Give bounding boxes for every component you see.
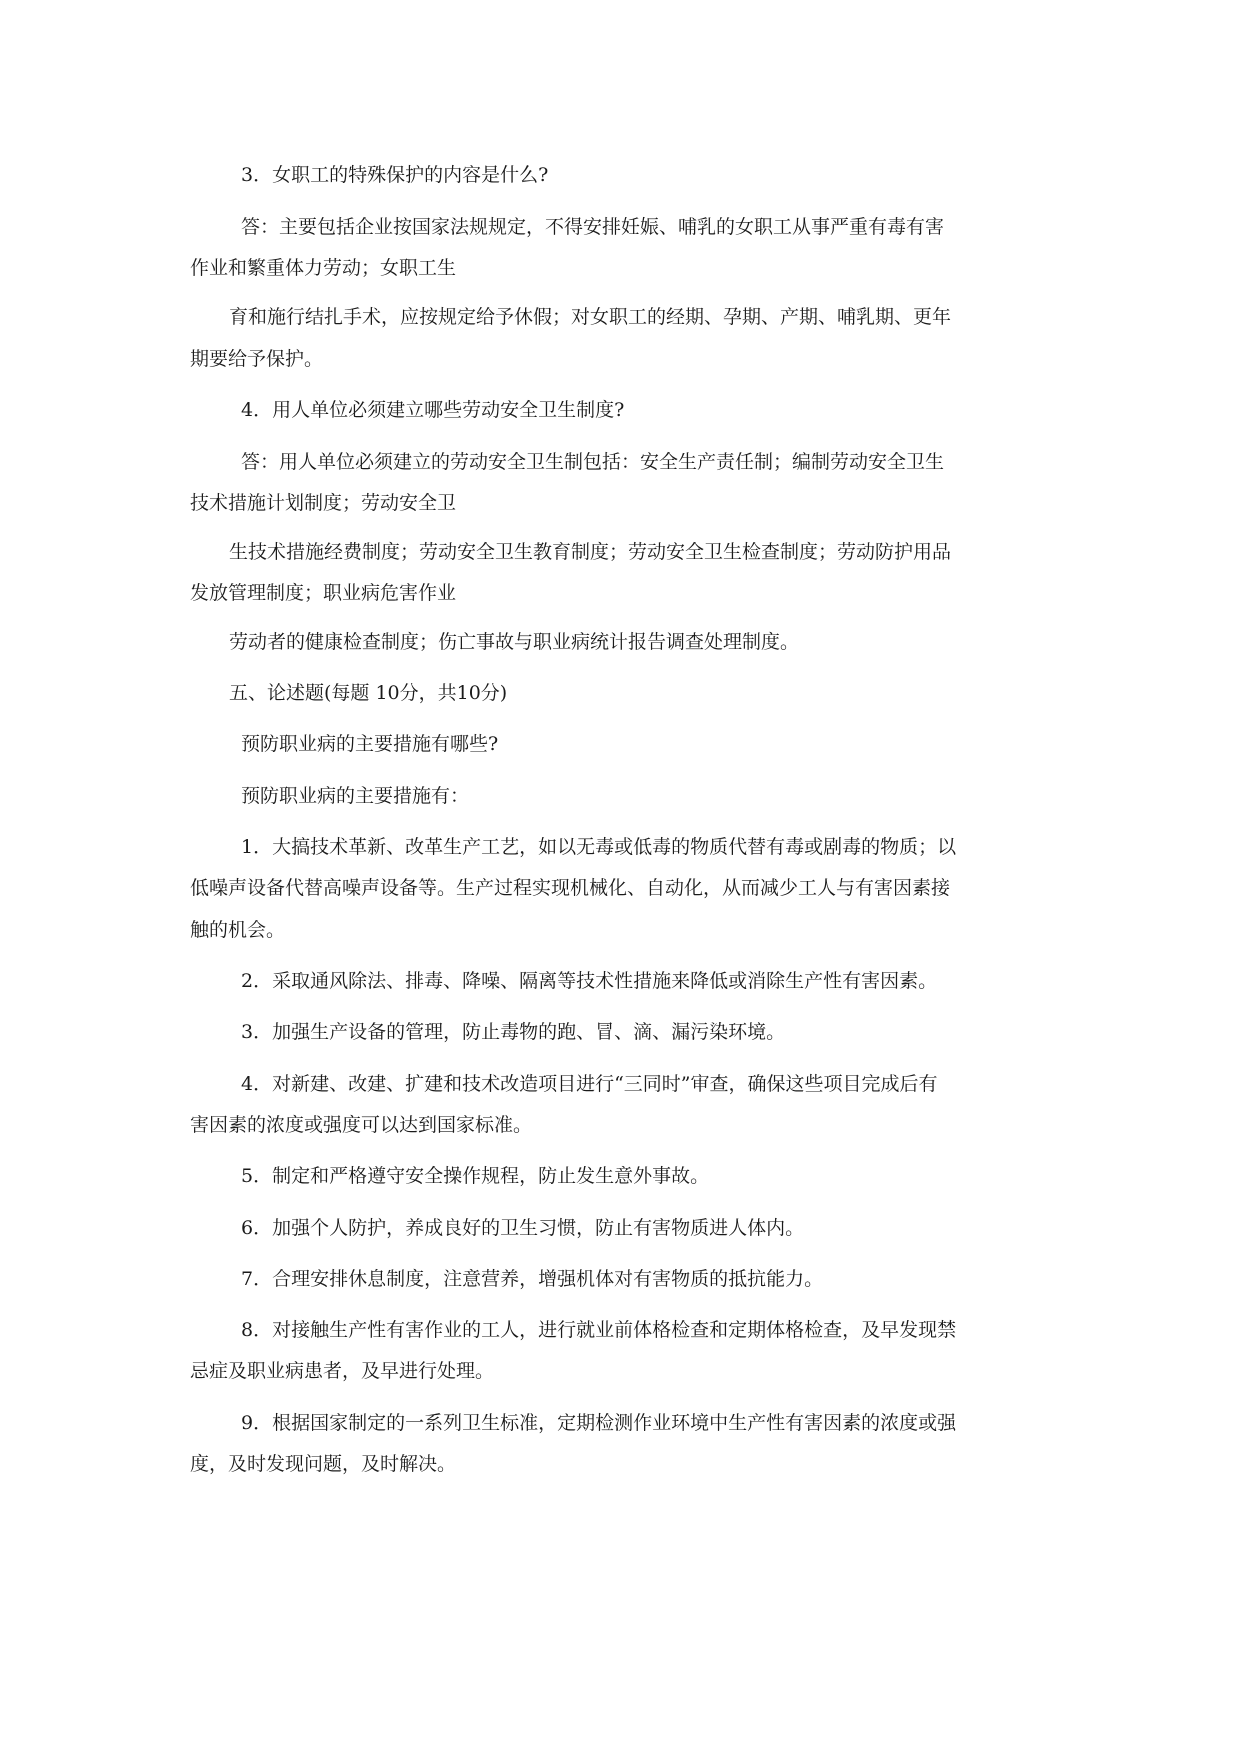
answer-4-line-5: 劳动者的健康检查制度；伤亡事故与职业病统计报告调查处理制度。: [229, 631, 800, 653]
measure-8-line-2: 忌症及职业病患者，及早进行处理。: [190, 1360, 495, 1382]
measure-2: 2．采取通风除法、排毒、降噪、隔离等技术性措施来降低或消除生产性有害因素。: [241, 970, 938, 992]
measure-4-line-2: 害因素的浓度或强度可以达到国家标准。: [190, 1114, 533, 1136]
measure-8-line-1: 8．对接触生产性有害作业的工人，进行就业前体格检查和定期体格检查，及早发现禁: [241, 1319, 957, 1341]
answer-3-line-2: 作业和繁重体力劳动；女职工生: [190, 257, 457, 279]
measure-1-line-2: 低噪声设备代替高噪声设备等。生产过程实现机械化、自动化，从而减少工人与有害因素接: [190, 877, 951, 899]
measure-9-line-2: 度，及时发现问题，及时解决。: [190, 1453, 457, 1475]
answer-3-line-1: 答：主要包括企业按国家法规规定，不得安排妊娠、哺乳的女职工从事严重有毒有害: [241, 216, 945, 238]
measure-6: 6．加强个人防护，养成良好的卫生习惯，防止有害物质进人体内。: [241, 1217, 805, 1239]
answer-4-line-2: 技术措施计划制度；劳动安全卫: [190, 492, 457, 514]
measure-3: 3．加强生产设备的管理，防止毒物的跑、冒、滴、漏污染环境。: [241, 1021, 786, 1043]
measure-7: 7．合理安排休息制度，注意营养，增强机体对有害物质的抵抗能力。: [241, 1268, 824, 1290]
question-4-title: 4．用人单位必须建立哪些劳动安全卫生制度?: [241, 399, 625, 421]
answer-3-line-4: 期要给予保护。: [190, 348, 324, 370]
answer-4-line-1: 答：用人单位必须建立的劳动安全卫生制包括：安全生产责任制；编制劳动安全卫生: [241, 451, 945, 473]
measure-5: 5．制定和严格遵守安全操作规程，防止发生意外事故。: [241, 1165, 710, 1187]
measure-1-line-1: 1．大搞技术革新、改革生产工艺，如以无毒或低毒的物质代替有毒或剧毒的物质；以: [241, 836, 957, 858]
essay-question: 预防职业病的主要措施有哪些?: [241, 733, 499, 755]
section-5-heading: 五、论述题(每题 10分，共10分): [229, 682, 508, 704]
answer-3-line-3: 育和施行结扎手术，应按规定给予休假；对女职工的经期、孕期、产期、哺乳期、更年: [229, 306, 952, 328]
answer-4-line-4: 发放管理制度；职业病危害作业: [190, 582, 457, 604]
essay-answer-intro: 预防职业病的主要措施有：: [241, 785, 470, 807]
measure-9-line-1: 9．根据国家制定的一系列卫生标准，定期检测作业环境中生产性有害因素的浓度或强: [241, 1412, 957, 1434]
measure-1-line-3: 触的机会。: [190, 919, 286, 941]
answer-4-line-3: 生技术措施经费制度；劳动安全卫生教育制度；劳动安全卫生检查制度；劳动防护用品: [229, 541, 952, 563]
measure-4-line-1: 4．对新建、改建、扩建和技术改造项目进行“三同时”审查，确保这些项目完成后有: [241, 1073, 938, 1095]
question-3-title: 3．女职工的特殊保护的内容是什么?: [241, 164, 549, 186]
